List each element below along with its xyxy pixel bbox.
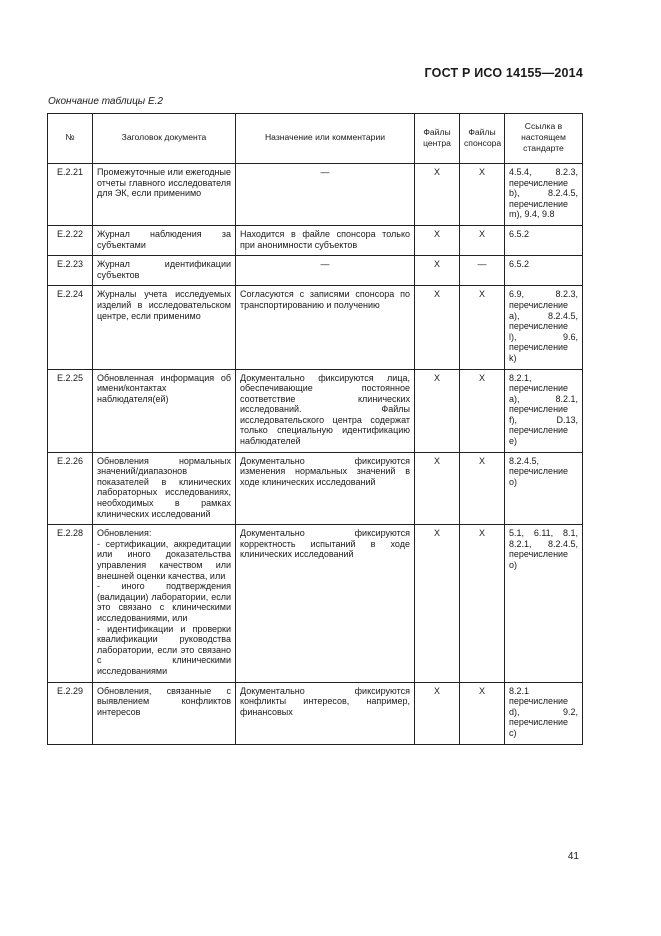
row-purpose: Находится в файле спонсора только при анонимности субъектов [236, 225, 415, 255]
row-center-mark: X [415, 452, 460, 525]
row-reference: 6.9, 8.2.3, перечисление a), 8.2.4.5, перечисление l), 9.6, перечисление k) [505, 286, 583, 369]
row-sponsor-mark: — [460, 256, 505, 286]
row-reference: 8.2.4.5, перечисление o) [505, 452, 583, 525]
row-reference: 8.2.1 перечисление d), 9.2, перечисление c) [505, 682, 583, 744]
row-purpose: Документально фиксируются лица, обеспечивающие постоянное соответствие клинических исследований. Файлы исследовательского центра содержат только специальную идентификацию наблюдателей [236, 369, 415, 452]
row-center-mark: X [415, 164, 460, 226]
row-purpose: Документально фиксируются корректность испытаний в ходе клинических исследований [236, 525, 415, 682]
row-sponsor-mark: X [460, 682, 505, 744]
table-caption: Окончание таблицы Е.2 [48, 96, 163, 107]
row-center-mark: X [415, 256, 460, 286]
row-title: Обновления, связанные с выявлением конфликтов интересов [93, 682, 236, 744]
col-header-number: № [48, 114, 93, 164]
row-title: Обновления: - сертификации, аккредитации или иного доказательства управления качеством или внешней оценки качества, или - иного подтверждения (валидации) лаборатории, если это связано с клиническими исследованиями, или - идентификации и проверки квалификации руководства лаборатории, если это связано с клиническими исследованиями [93, 525, 236, 682]
row-center-mark: X [415, 286, 460, 369]
col-header-sponsor-files: Файлы спонсора [460, 114, 505, 164]
row-title: Обновленная информация об имени/контактах наблюдателя(ей) [93, 369, 236, 452]
col-header-purpose: Назначение или комментарии [236, 114, 415, 164]
row-title: Промежуточные или ежегодные отчеты главного исследователя для ЭК, если применимо [93, 164, 236, 226]
row-sponsor-mark: X [460, 369, 505, 452]
row-center-mark: X [415, 682, 460, 744]
row-number: Е.2.22 [48, 225, 93, 255]
row-purpose: Согласуются с записями спонсора по транспортированию и получению [236, 286, 415, 369]
row-reference: 8.2.1, перечисление a), 8.2.1, перечисление f), D.13, перечисление e) [505, 369, 583, 452]
row-number: Е.2.24 [48, 286, 93, 369]
table-header-row [48, 114, 583, 164]
standard-designation: ГОСТ Р ИСО 14155—2014 [424, 66, 583, 80]
table-row [48, 452, 583, 525]
row-title: Обновления нормальных значений/диапазонов показателей в клинических лабораторных исследованиях, необходимых в рамках клинических исследований [93, 452, 236, 525]
table-body [48, 164, 583, 745]
table-row [48, 286, 583, 369]
row-reference: 5.1, 6.11, 8.1, 8.2.1, 8.2.4.5, перечисление o) [505, 525, 583, 682]
table-row [48, 525, 583, 682]
row-purpose: — [236, 164, 415, 226]
page-number: 41 [567, 851, 579, 862]
col-header-title: Заголовок документа [93, 114, 236, 164]
row-reference: 6.5.2 [505, 256, 583, 286]
row-sponsor-mark: X [460, 452, 505, 525]
row-number: Е.2.29 [48, 682, 93, 744]
col-header-center-files: Файлы центра [415, 114, 460, 164]
row-sponsor-mark: X [460, 286, 505, 369]
row-title: Журнал наблюдения за субъектами [93, 225, 236, 255]
row-center-mark: X [415, 525, 460, 682]
row-number: Е.2.23 [48, 256, 93, 286]
col-header-reference: Ссылка в настоящем стандарте [505, 114, 583, 164]
row-reference: 4.5.4, 8.2.3, перечисление b), 8.2.4.5, перечисление m), 9.4, 9.8 [505, 164, 583, 226]
documents-table [47, 113, 583, 745]
row-purpose: Документально фиксируются изменения нормальных значений в ходе клинических исследований [236, 452, 415, 525]
row-purpose: — [236, 256, 415, 286]
row-sponsor-mark: X [460, 225, 505, 255]
table-row [48, 256, 583, 286]
table-row [48, 164, 583, 226]
row-title: Журнал идентификации субъектов [93, 256, 236, 286]
row-number: Е.2.21 [48, 164, 93, 226]
row-reference: 6.5.2 [505, 225, 583, 255]
row-number: Е.2.28 [48, 525, 93, 682]
row-sponsor-mark: X [460, 525, 505, 682]
row-title: Журналы учета исследуемых изделий в исследовательском центре, если применимо [93, 286, 236, 369]
row-number: Е.2.25 [48, 369, 93, 452]
row-center-mark: X [415, 369, 460, 452]
row-number: Е.2.26 [48, 452, 93, 525]
row-center-mark: X [415, 225, 460, 255]
table-row [48, 369, 583, 452]
table-row [48, 682, 583, 744]
row-purpose: Документально фиксируются конфликты интересов, например, финансовых [236, 682, 415, 744]
table-row [48, 225, 583, 255]
row-sponsor-mark: X [460, 164, 505, 226]
